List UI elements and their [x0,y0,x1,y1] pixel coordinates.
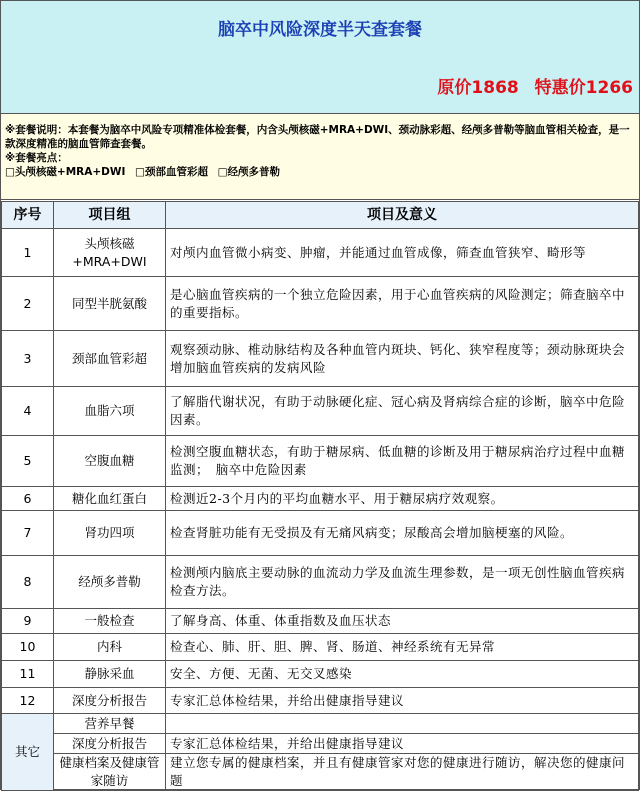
row-meaning: 对颅内血管微小病变、肿瘤，并能通过血管成像，筛查血管狭窄、畸形等 [166,229,639,277]
row-group: 静脉采血 [54,661,166,688]
row-meaning: 检测颅内脑底主要动脉的血流动力学及血流生理参数，是一项无创性脑血管疾病检查方法。 [166,556,639,609]
col-header-no: 序号 [2,202,54,229]
table-row [2,609,639,634]
row-meaning: 专家汇总体检结果，并给出健康指导建议 [166,688,639,714]
row-group: 血脂六项 [54,387,166,436]
row-number: 6 [2,487,54,511]
table-row [2,556,639,609]
row-group: 经颅多普勒 [54,556,166,609]
other-group: 营养早餐 [54,714,166,734]
row-meaning: 是心脑血管疾病的一个独立危险因素，用于心血管疾病的风险测定；筛查脑卒中的重要指标。 [166,277,639,331]
highlight-item: □头颅核磁+MRA+DWI [5,166,126,178]
row-meaning: 检查肾脏功能有无受损及有无痛风病变；尿酸高会增加脑梗塞的风险。 [166,511,639,556]
row-group: 颈部血管彩超 [54,331,166,387]
other-row [2,734,639,754]
row-meaning: 安全、方便、无菌、无交叉感染 [166,661,639,688]
package-description [1,114,639,200]
table-row [2,511,639,556]
row-number: 8 [2,556,54,609]
row-number: 11 [2,661,54,688]
table-row [2,277,639,331]
row-meaning: 检查心、肺、肝、胆、脾、肾、肠道、神经系统有无异常 [166,634,639,661]
table-row [2,387,639,436]
row-number: 7 [2,511,54,556]
row-group: 肾功四项 [54,511,166,556]
other-group: 深度分析报告 [54,734,166,754]
row-group: 深度分析报告 [54,688,166,714]
row-number: 5 [2,436,54,487]
special-price: 特惠价1266 [534,78,633,98]
row-group: 空腹血糖 [54,436,166,487]
other-label: 其它 [2,714,54,791]
row-group: 同型半胱氨酸 [54,277,166,331]
header-banner [1,1,639,114]
description-intro: ※套餐说明：本套餐为脑卒中风险专项精准体检套餐，内含头颅核磁+MRA+DWI、颈动脉彩超、经颅多普勒等脑血管相关检查，是一款深度精准的脑血管筛查套餐。 [5,124,630,150]
table-row [2,436,639,487]
col-header-group: 项目组 [54,202,166,229]
table-row [2,688,639,714]
row-meaning: 检测近2-3个月内的平均血糖水平、用于糖尿病疗效观察。 [166,487,639,511]
items-table [1,201,639,791]
table-row [2,331,639,387]
row-group: 糖化血红蛋白 [54,487,166,511]
row-group: 头颅核磁 +MRA+DWI [54,229,166,277]
row-group: 内科 [54,634,166,661]
row-number: 1 [2,229,54,277]
table-row [2,634,639,661]
row-number: 12 [2,688,54,714]
row-number: 9 [2,609,54,634]
row-number: 3 [2,331,54,387]
highlights-list [5,165,635,179]
row-meaning: 检测空腹血糖状态，有助于糖尿病、低血糖的诊断及用于糖尿病治疗过程中血糖监测； 脑卒中危险因素 [166,436,639,487]
price-line [427,73,633,98]
row-number: 4 [2,387,54,436]
table-header-row [2,202,639,229]
original-price: 原价1868 [437,78,519,98]
highlight-item: □颈部血管彩超 [135,166,208,178]
row-number: 10 [2,634,54,661]
row-group: 一般检查 [54,609,166,634]
highlights-label: ※套餐亮点： [5,152,68,164]
other-meaning: 专家汇总体检结果，并给出健康指导建议 [166,734,639,754]
other-meaning [166,714,639,734]
table-row [2,487,639,511]
other-row [2,754,639,791]
table-row [2,661,639,688]
other-group: 健康档案及健康管家随访 [54,754,166,791]
other-row [2,714,639,734]
table-row [2,229,639,277]
other-meaning: 建立您专属的健康档案，并且有健康管家对您的健康进行随访，解决您的健康问题 [166,754,639,791]
col-header-meaning: 项目及意义 [166,202,639,229]
page-title: 脑卒中风险深度半天查套餐 [218,20,422,40]
highlight-item: □经颅多普勒 [217,166,281,178]
row-meaning: 观察颈动脉、椎动脉结构及各种血管内斑块、钙化、狭窄程度等；颈动脉斑块会增加脑血管疾病的发病风险 [166,331,639,387]
row-meaning: 了解身高、体重、体重指数及血压状态 [166,609,639,634]
row-number: 2 [2,277,54,331]
row-meaning: 了解脂代谢状况，有助于动脉硬化症、冠心病及肾病综合症的诊断，脑卒中危险因素。 [166,387,639,436]
